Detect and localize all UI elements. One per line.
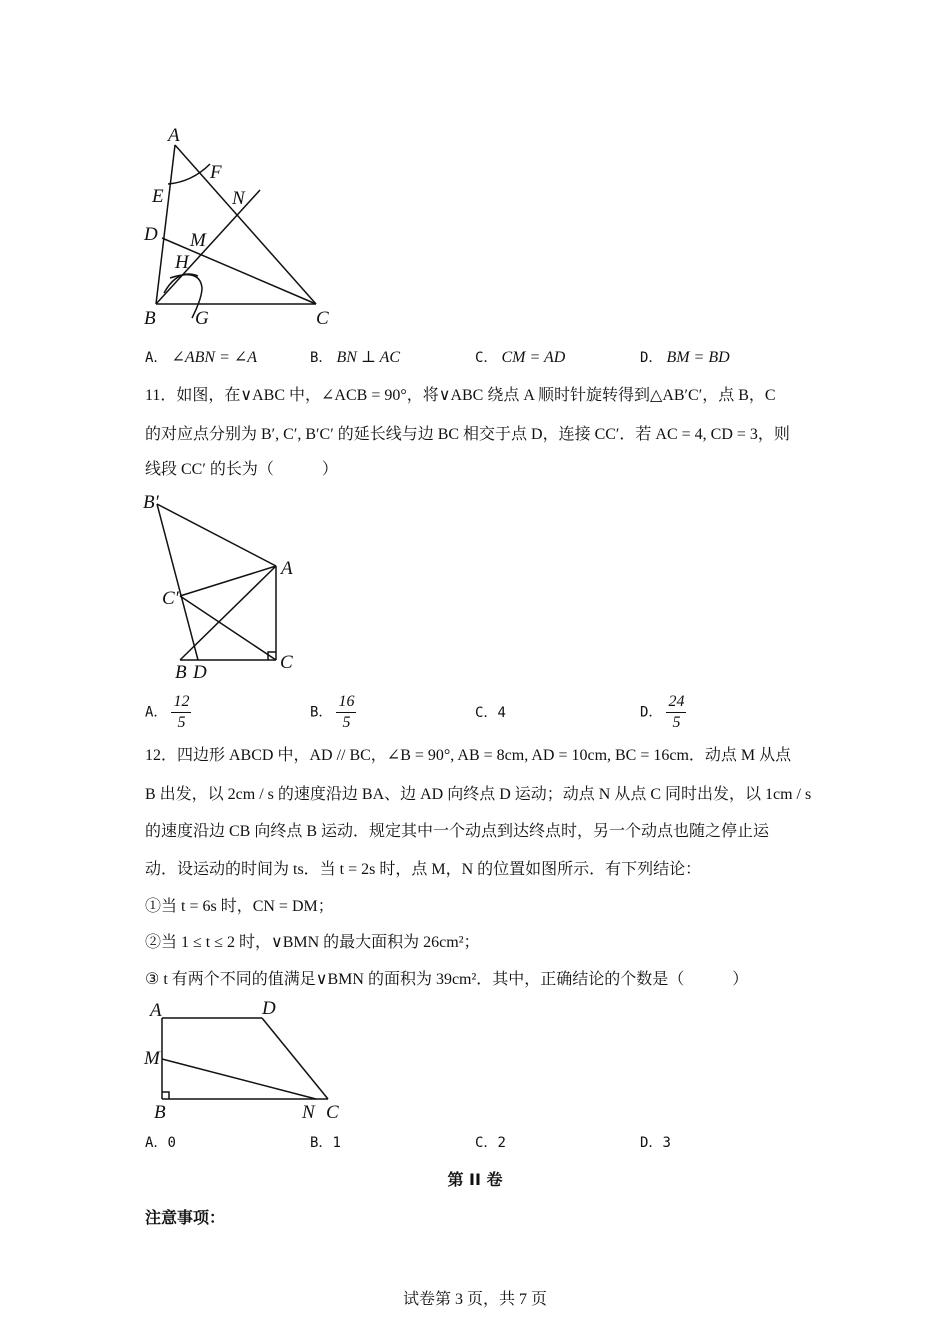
segment-mn (162, 1059, 316, 1099)
q12-option-a: A．0 (145, 1135, 176, 1151)
figure-q12 (138, 998, 348, 1122)
label-c: C (280, 652, 293, 673)
page-footer: 试卷第 3 页，共 7 页 (402, 1291, 547, 1308)
q11-option-c: C．4 (475, 705, 506, 721)
q12-item-3: ③ t 有两个不同的值满足∨BMN 的面积为 39cm²．其中，正确结论的个数是（ ） (145, 971, 749, 988)
q11-line-3: 线段 CC′ 的长为（ ） (145, 461, 338, 478)
side-bp-a (157, 504, 276, 566)
label-m: M (144, 1048, 160, 1069)
fraction: $\frac{16}{5}$ (338, 693, 355, 731)
q12-line-1: 12．四边形 ABCD 中，AD // BC，∠B = 90°, AB = 8cm, AD = 10cm, BC = 16cm．动点 M 从点 (145, 747, 792, 764)
fraction: $\frac{24}{5}$ (668, 693, 685, 731)
label-c: C (316, 308, 329, 329)
label-a: A (150, 1000, 162, 1021)
label-a: A (281, 558, 293, 579)
side-ac (175, 145, 316, 304)
fraction: $\frac{12}{5}$ (173, 693, 190, 731)
q10-option-b: B． BN ⊥ AC (310, 349, 401, 366)
q12-option-c: C．2 (475, 1135, 506, 1151)
notes-heading: 注意事项： (145, 1208, 226, 1227)
label-d: D (144, 224, 158, 245)
side-b-a (180, 566, 276, 660)
label-a: A (168, 125, 180, 146)
label-cp: C′ (162, 588, 179, 609)
label-f: F (210, 162, 222, 183)
label-n: N (302, 1102, 315, 1122)
q12-line-2: B 出发，以 2cm / s 的速度沿边 BA、边 AD 向终点 D 运动；动点 N 从点 C 同时出发，以 1cm / s (145, 786, 812, 803)
q12-item-1: ①当 t = 6s 时，CN = DM； (145, 898, 334, 915)
q11-line-2: 的对应点分别为 B′, C′, B′C′ 的延长线与边 BC 相交于点 D，连接 CC′．若 AC = 4, CD = 3，则 (145, 426, 790, 443)
q10-option-a: A． ∠ABN = ∠A (145, 349, 258, 366)
figure-q10 (130, 118, 350, 333)
label-d: D (193, 662, 207, 683)
side-ab (156, 145, 175, 304)
q11-option-a: A． $\frac{12}{5}$ (145, 693, 190, 731)
right-angle-b (162, 1092, 169, 1099)
label-h: H (175, 252, 189, 273)
q12-line-4: 动．设运动的时间为 ts．当 t = 2s 时，点 M，N 的位置如图所示．有下列结论： (145, 861, 702, 878)
label-c: C (326, 1102, 339, 1122)
q12-option-b: B．1 (310, 1135, 341, 1151)
label-n: N (232, 188, 245, 209)
section-title: 第 II 卷 (447, 1170, 503, 1189)
q11-line-1: 11．如图，在∨ABC 中，∠ACB = 90°，将∨ABC 绕点 A 顺时针旋转得到△AB′C′，点 B，C (145, 387, 776, 404)
side-bp-d (157, 504, 198, 660)
figure-q11 (135, 488, 315, 688)
label-b: B (144, 308, 156, 329)
q12-line-3: 的速度沿边 CB 向终点 B 运动．规定其中一个动点到达终点时，另一个动点也随之停止运 (145, 823, 770, 840)
q11-option-b: B． $\frac{16}{5}$ (310, 693, 355, 731)
q10-option-d: D． BM = BD (640, 349, 730, 366)
label-bp: B′ (143, 492, 159, 513)
label-b: B (175, 662, 187, 683)
q11-option-d: D． $\frac{24}{5}$ (640, 693, 685, 731)
label-e: E (152, 186, 164, 207)
arc-ef (168, 164, 210, 184)
label-m: M (190, 230, 206, 251)
q12-option-d: D．3 (640, 1135, 671, 1151)
q10-option-c: C． CM = AD (475, 349, 566, 366)
label-g: G (195, 308, 209, 329)
label-d: D (262, 998, 276, 1019)
q12-item-2: ②当 1 ≤ t ≤ 2 时，∨BMN 的最大面积为 26cm²； (145, 934, 480, 951)
label-b: B (154, 1102, 166, 1122)
side-cp-c (180, 596, 276, 660)
